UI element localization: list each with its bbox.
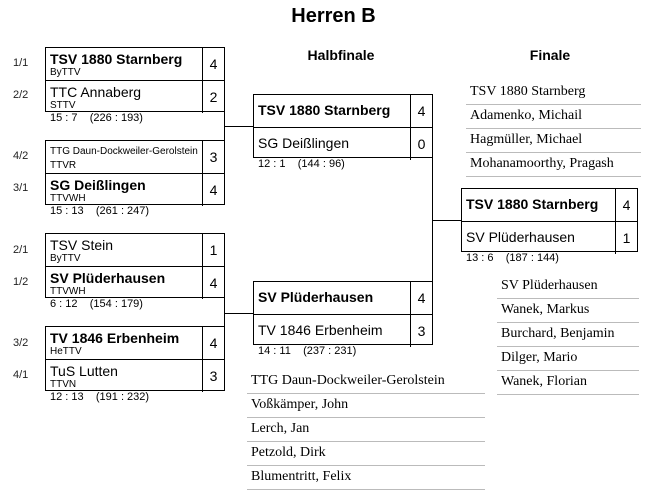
- match-result: [50, 298, 143, 310]
- quarterfinal-1: [45, 47, 225, 112]
- sets-result: 15 : 13: [50, 205, 84, 217]
- team-row: [46, 266, 224, 299]
- seed-label: 4/2: [13, 150, 29, 162]
- page-title: Herren B: [291, 5, 376, 27]
- team-row: [254, 314, 432, 347]
- team-score: 4: [202, 327, 224, 359]
- team-row: [46, 359, 224, 392]
- sets-result: 12 : 1: [258, 158, 286, 170]
- team-name: SV Plüderhausen: [466, 229, 575, 245]
- roster-team: TTG Daun-Dockweiler-Gerolstein: [247, 370, 485, 394]
- seed-label: 1/1: [13, 57, 29, 69]
- team-name: TSV Stein: [50, 237, 114, 253]
- roster-player: Petzold, Dirk: [247, 442, 485, 466]
- sets-result: 15 : 7: [50, 112, 78, 124]
- team-score: 4: [410, 95, 432, 127]
- team-row: [46, 141, 224, 173]
- roster-player: Lerch, Jan: [247, 418, 485, 442]
- roster-daun: [247, 370, 485, 490]
- team-association: HeTTV: [50, 346, 82, 357]
- team-row: [46, 173, 224, 206]
- header-final: Finale: [529, 47, 571, 63]
- semifinal-2: [253, 281, 433, 345]
- team-score: 3: [410, 315, 432, 347]
- roster-player: Hagmüller, Michael: [466, 129, 641, 153]
- team-score: 1: [615, 222, 637, 254]
- team-name: TSV 1880 Starnberg: [466, 196, 599, 212]
- team-score: 4: [202, 267, 224, 299]
- team-name: TTG Daun-Dockweiler-Gerolstein: [50, 146, 198, 157]
- roster-team: TSV 1880 Starnberg: [466, 81, 641, 105]
- team-name: TSV 1880 Starnberg: [258, 102, 391, 118]
- seed-label: 4/1: [13, 369, 29, 381]
- balls-result: (191 : 232): [95, 391, 150, 403]
- balls-result: (144 : 96): [297, 158, 345, 170]
- roster-team: SV Plüderhausen: [497, 275, 639, 299]
- team-association: TTVWH: [50, 193, 86, 204]
- seed-label: 3/2: [13, 337, 29, 349]
- team-score: 3: [202, 141, 224, 173]
- team-association: TTVR: [50, 160, 77, 171]
- team-association: TTVN: [50, 379, 77, 390]
- quarterfinal-4: [45, 326, 225, 391]
- seed-label: 2/1: [13, 244, 29, 256]
- connector: [224, 126, 254, 127]
- team-name: SG Deißlingen: [258, 135, 350, 151]
- team-score: 4: [615, 189, 637, 221]
- team-score: 4: [202, 174, 224, 206]
- match-result: [258, 158, 345, 170]
- team-name: SG Deißlingen: [50, 177, 146, 193]
- sets-result: 6 : 12: [50, 298, 78, 310]
- team-association: STTV: [50, 100, 76, 111]
- team-row: [46, 48, 224, 80]
- roster-player: Blumentritt, Felix: [247, 466, 485, 490]
- roster-player: Dilger, Mario: [497, 347, 639, 371]
- team-association: TTVWH: [50, 286, 86, 297]
- roster-player: Burchard, Benjamin: [497, 323, 639, 347]
- team-name: TV 1846 Erbenheim: [258, 322, 383, 338]
- team-association: ByTTV: [50, 67, 81, 78]
- balls-result: (226 : 193): [89, 112, 143, 124]
- team-row: [254, 95, 432, 127]
- seed-label: 1/2: [13, 276, 29, 288]
- team-row: [46, 80, 224, 113]
- team-score: 3: [202, 360, 224, 392]
- match-result: [258, 345, 356, 357]
- team-score: 1: [202, 234, 224, 266]
- connector: [432, 220, 462, 221]
- team-row: [254, 127, 432, 160]
- sets-result: 14 : 11: [258, 345, 291, 357]
- team-name: TSV 1880 Starnberg: [50, 51, 183, 67]
- match-result: [50, 391, 149, 403]
- sets-result: 12 : 13: [50, 391, 84, 403]
- balls-result: (187 : 144): [505, 252, 559, 264]
- balls-result: (154 : 179): [89, 298, 143, 310]
- balls-result: (261 : 247): [95, 205, 150, 217]
- team-row: [46, 327, 224, 359]
- team-row: [462, 221, 637, 254]
- roster-player: Wanek, Markus: [497, 299, 639, 323]
- team-score: 0: [410, 128, 432, 160]
- connector: [224, 313, 254, 314]
- team-score: 2: [202, 81, 224, 113]
- quarterfinal-3: [45, 233, 225, 298]
- sets-result: 13 : 6: [466, 252, 494, 264]
- team-association: ByTTV: [50, 253, 81, 264]
- roster-player: Wanek, Florian: [497, 371, 639, 395]
- team-row: [254, 282, 432, 314]
- semifinal-1: [253, 94, 433, 158]
- team-name: SV Plüderhausen: [258, 289, 374, 305]
- team-score: 4: [410, 282, 432, 314]
- quarterfinal-2: [45, 140, 225, 205]
- team-row: [46, 234, 224, 266]
- match-result: [466, 252, 559, 264]
- match-result: [50, 112, 143, 124]
- roster-player: Mohanamoorthy, Pragash: [466, 153, 641, 177]
- team-name: SV Plüderhausen: [50, 270, 166, 286]
- team-score: 4: [202, 48, 224, 80]
- team-name: TV 1846 Erbenheim: [50, 330, 180, 346]
- balls-result: (237 : 231): [303, 345, 357, 357]
- header-semifinal: Halbfinale: [307, 47, 375, 63]
- match-result: [50, 205, 149, 217]
- team-name: TuS Lutten: [50, 363, 118, 379]
- seed-label: 3/1: [13, 182, 29, 194]
- roster-player: Adamenko, Michail: [466, 105, 641, 129]
- team-row: [462, 189, 637, 221]
- roster-player: Voßkämper, John: [247, 394, 485, 418]
- roster-starnberg: [466, 81, 641, 177]
- seed-label: 2/2: [13, 89, 29, 101]
- team-name: TTC Annaberg: [50, 84, 142, 100]
- final-match: [461, 188, 638, 252]
- roster-pluederhausen: [497, 275, 639, 395]
